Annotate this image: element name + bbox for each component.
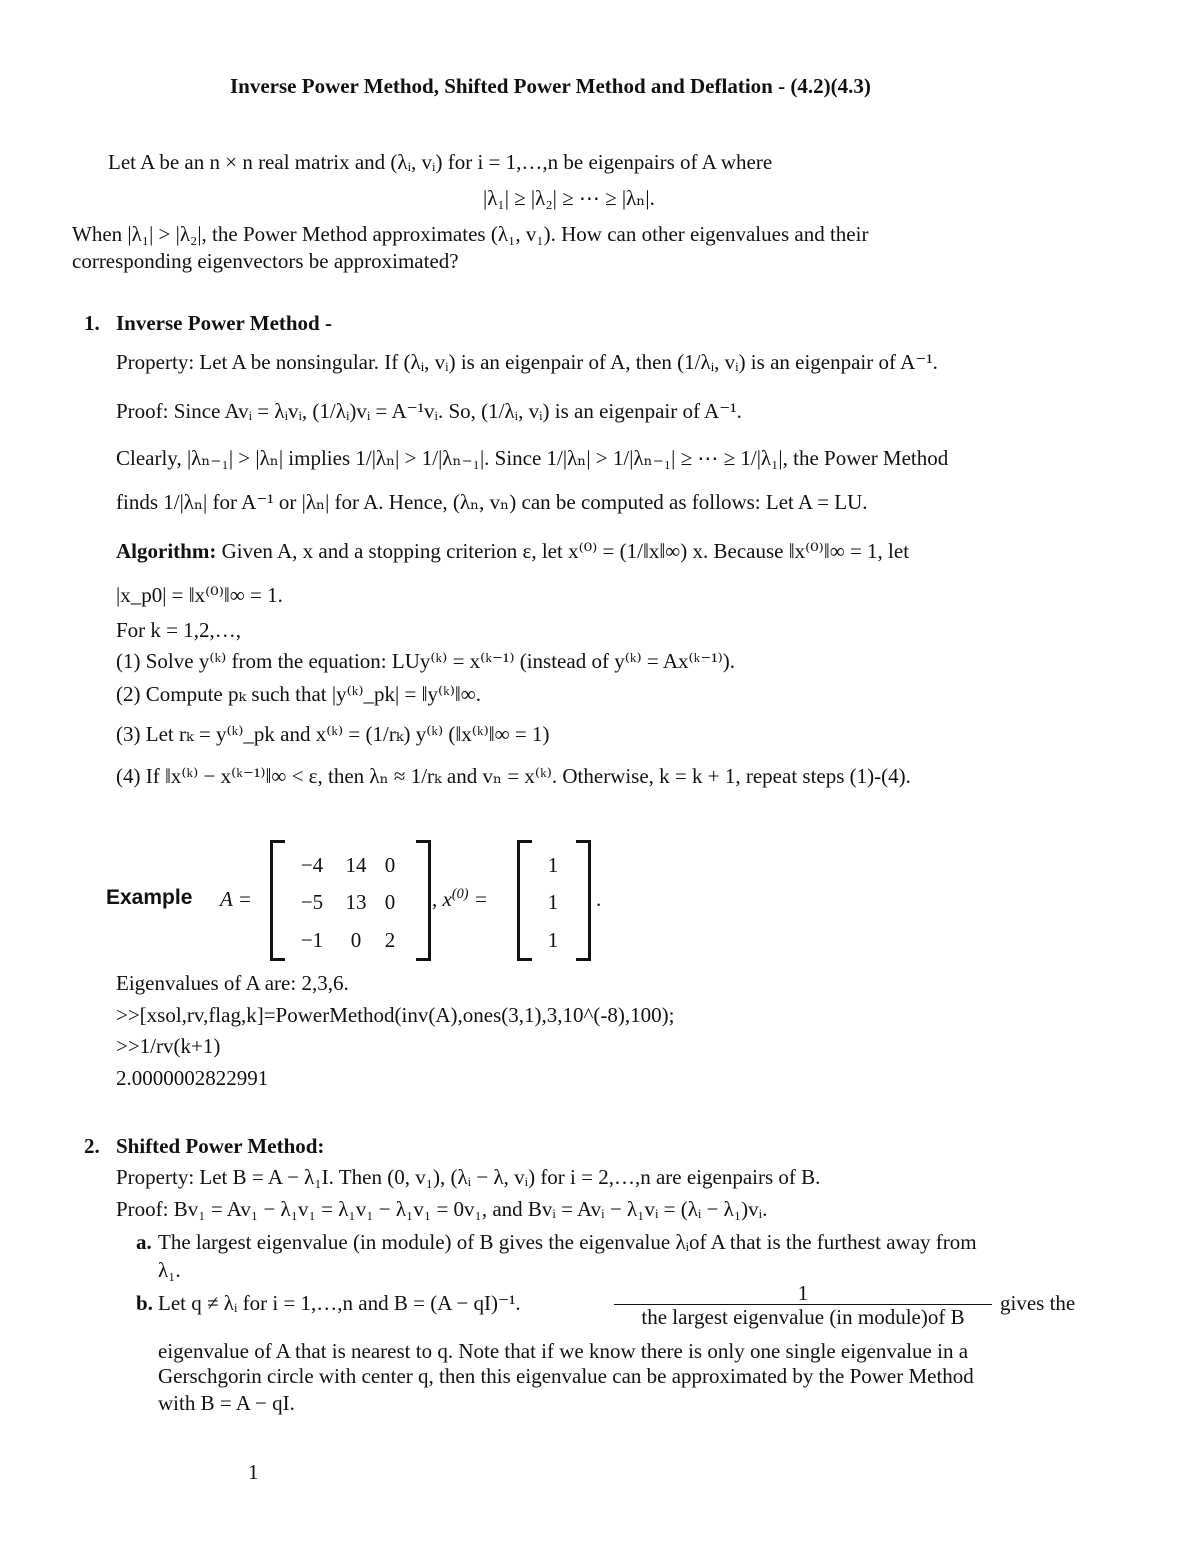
matrix-a-cell: −4 — [300, 853, 324, 877]
algorithm-text: Given A, x and a stopping criterion ε, let x⁽⁰⁾ = (1/‖x‖∞) x. Because ‖x⁽⁰⁾‖∞ = 1, let — [221, 539, 910, 563]
matrix-a-cell: 0 — [384, 890, 396, 914]
item-b-gives: gives the — [1000, 1291, 1076, 1315]
item-b-fraction — [614, 1282, 992, 1330]
intro-line-1: Let A be an n × n real matrix and (λᵢ, vᵢ) for i = 1,…,n be eigenpairs of A where — [108, 150, 773, 174]
example-x0-equals: , $x^{(0)}$ = — [432, 886, 488, 911]
matrix-a-cell: 0 — [384, 853, 396, 877]
page-number: 1 — [248, 1460, 259, 1484]
section-2-heading: Shifted Power Method: — [116, 1134, 325, 1158]
example-command-2: >>1/rv(k+1) — [116, 1034, 221, 1058]
matrix-a-cell: 14 — [345, 853, 367, 877]
matrix-a-cell: 2 — [384, 928, 396, 952]
item-a-line-2: λ₁. — [158, 1258, 181, 1282]
example-eigenvalues: Eigenvalues of A are: 2,3,6. — [116, 971, 349, 995]
algorithm-step-1: (1) Solve y⁽ᵏ⁾ from the equation: LUy⁽ᵏ⁾ = x⁽ᵏ⁻¹⁾ (instead of y⁽ᵏ⁾ = Ax⁽ᵏ⁻¹⁾). — [116, 649, 736, 673]
algorithm-step-4: (4) If ‖x⁽ᵏ⁾ − x⁽ᵏ⁻¹⁾‖∞ < ε, then λₙ ≈ 1/rₖ and vₙ = x⁽ᵏ⁾. Otherwise, k = k + 1, repeat steps (1)-(4). — [116, 764, 911, 788]
section-1-property: Property: Let A be nonsingular. If (λᵢ, vᵢ) is an eigenpair of A, then (1/λᵢ, vᵢ) is an eigenpair of A⁻¹. — [116, 350, 938, 374]
algorithm-step-3: (3) Let rₖ = y⁽ᵏ⁾_pk and x⁽ᵏ⁾ = (1/rₖ) y⁽ᵏ⁾ (‖x⁽ᵏ⁾‖∞ = 1) — [116, 722, 550, 746]
item-b-line-1: Let q ≠ λᵢ for i = 1,…,n and B = (A − qI)⁻¹. — [158, 1291, 521, 1315]
algorithm-label: Algorithm: — [116, 539, 217, 563]
intro-line-2: |λ₁| ≥ |λ₂| ≥ ⋯ ≥ |λₙ|. — [483, 186, 655, 210]
page-title: Inverse Power Method, Shifted Power Method and Deflation - (4.2)(4.3) — [230, 74, 871, 98]
section-2-proof: Proof: Bv₁ = Av₁ − λ₁v₁ = λ₁v₁ − λ₁v₁ = 0v₁, and Bvᵢ = Avᵢ − λ₁vᵢ = (λᵢ − λ₁)vᵢ. — [116, 1197, 768, 1221]
section-1-number: 1. — [84, 311, 100, 335]
item-b-line-4: with B = A − qI. — [158, 1391, 295, 1415]
algorithm-step-2: (2) Compute pₖ such that |y⁽ᵏ⁾_pk| = ‖y⁽ᵏ⁾‖∞. — [116, 682, 482, 706]
vector-x0-left-bracket — [517, 840, 532, 961]
algorithm-line-2: |x_p0| = ‖x⁽⁰⁾‖∞ = 1. — [116, 583, 283, 607]
example-command-1: >>[xsol,rv,flag,k]=PowerMethod(inv(A),ones(3,1),3,10^(-8),100); — [116, 1003, 675, 1027]
example-period: . — [596, 887, 602, 911]
item-b-label: b. — [136, 1291, 153, 1315]
item-b-line-2: eigenvalue of A that is nearest to q. Note that if we know there is only one single eigenvalue in a — [158, 1339, 969, 1363]
vector-x0-cell: 1 — [547, 890, 559, 914]
item-a-line-1: The largest eigenvalue (in module) of B gives the eigenvalue λᵢof A that is the furthest away from — [158, 1230, 977, 1254]
vector-x0-cell: 1 — [547, 853, 559, 877]
matrix-a-cell: −1 — [300, 928, 324, 952]
item-a-label: a. — [136, 1230, 152, 1254]
algorithm-line — [116, 541, 909, 562]
item-b-fraction-denominator: the largest eigenvalue (in module)of B — [641, 1305, 965, 1330]
example-a-equals: A = — [220, 887, 252, 911]
section-1-finds: finds 1/|λₙ| for A⁻¹ or |λₙ| for A. Hence, (λₙ, vₙ) can be computed as follows: Let A = LU. — [116, 490, 868, 514]
matrix-a-left-bracket — [270, 840, 285, 961]
matrix-a-right-bracket — [416, 840, 431, 961]
algorithm-for: For k = 1,2,…, — [116, 618, 242, 642]
section-1-clearly: Clearly, |λₙ₋₁| > |λₙ| implies 1/|λₙ| > 1/|λₙ₋₁|. Since 1/|λₙ| > 1/|λₙ₋₁| ≥ ⋯ ≥ 1/|λ₁|, the Power Method — [116, 446, 949, 470]
vector-x0-cell: 1 — [547, 928, 559, 952]
section-2-property: Property: Let B = A − λ₁I. Then (0, v₁), (λᵢ − λ, vᵢ) for i = 2,…,n are eigenpairs of B. — [116, 1165, 821, 1189]
matrix-a-cell: 13 — [345, 890, 367, 914]
intro-line-3: When |λ₁| > |λ₂|, the Power Method approximates (λ₁, v₁). How can other eigenvalues and their — [72, 222, 869, 246]
item-b-fraction-numerator: 1 — [614, 1282, 992, 1305]
matrix-a-cell: 0 — [350, 928, 362, 952]
matrix-a-cell: −5 — [300, 890, 324, 914]
intro-line-4: corresponding eigenvectors be approximated? — [72, 249, 459, 273]
vector-x0-right-bracket — [576, 840, 591, 961]
section-1-heading: Inverse Power Method - — [116, 311, 332, 335]
section-2-number: 2. — [84, 1134, 100, 1158]
item-b-line-3: Gerschgorin circle with center q, then this eigenvalue can be approximated by the Power Method — [158, 1364, 974, 1388]
example-output: 2.0000002822991 — [116, 1066, 269, 1090]
example-label: Example — [106, 886, 193, 909]
section-1-proof: Proof: Since Avᵢ = λᵢvᵢ, (1/λᵢ)vᵢ = A⁻¹vᵢ. So, (1/λᵢ, vᵢ) is an eigenpair of A⁻¹. — [116, 399, 742, 423]
